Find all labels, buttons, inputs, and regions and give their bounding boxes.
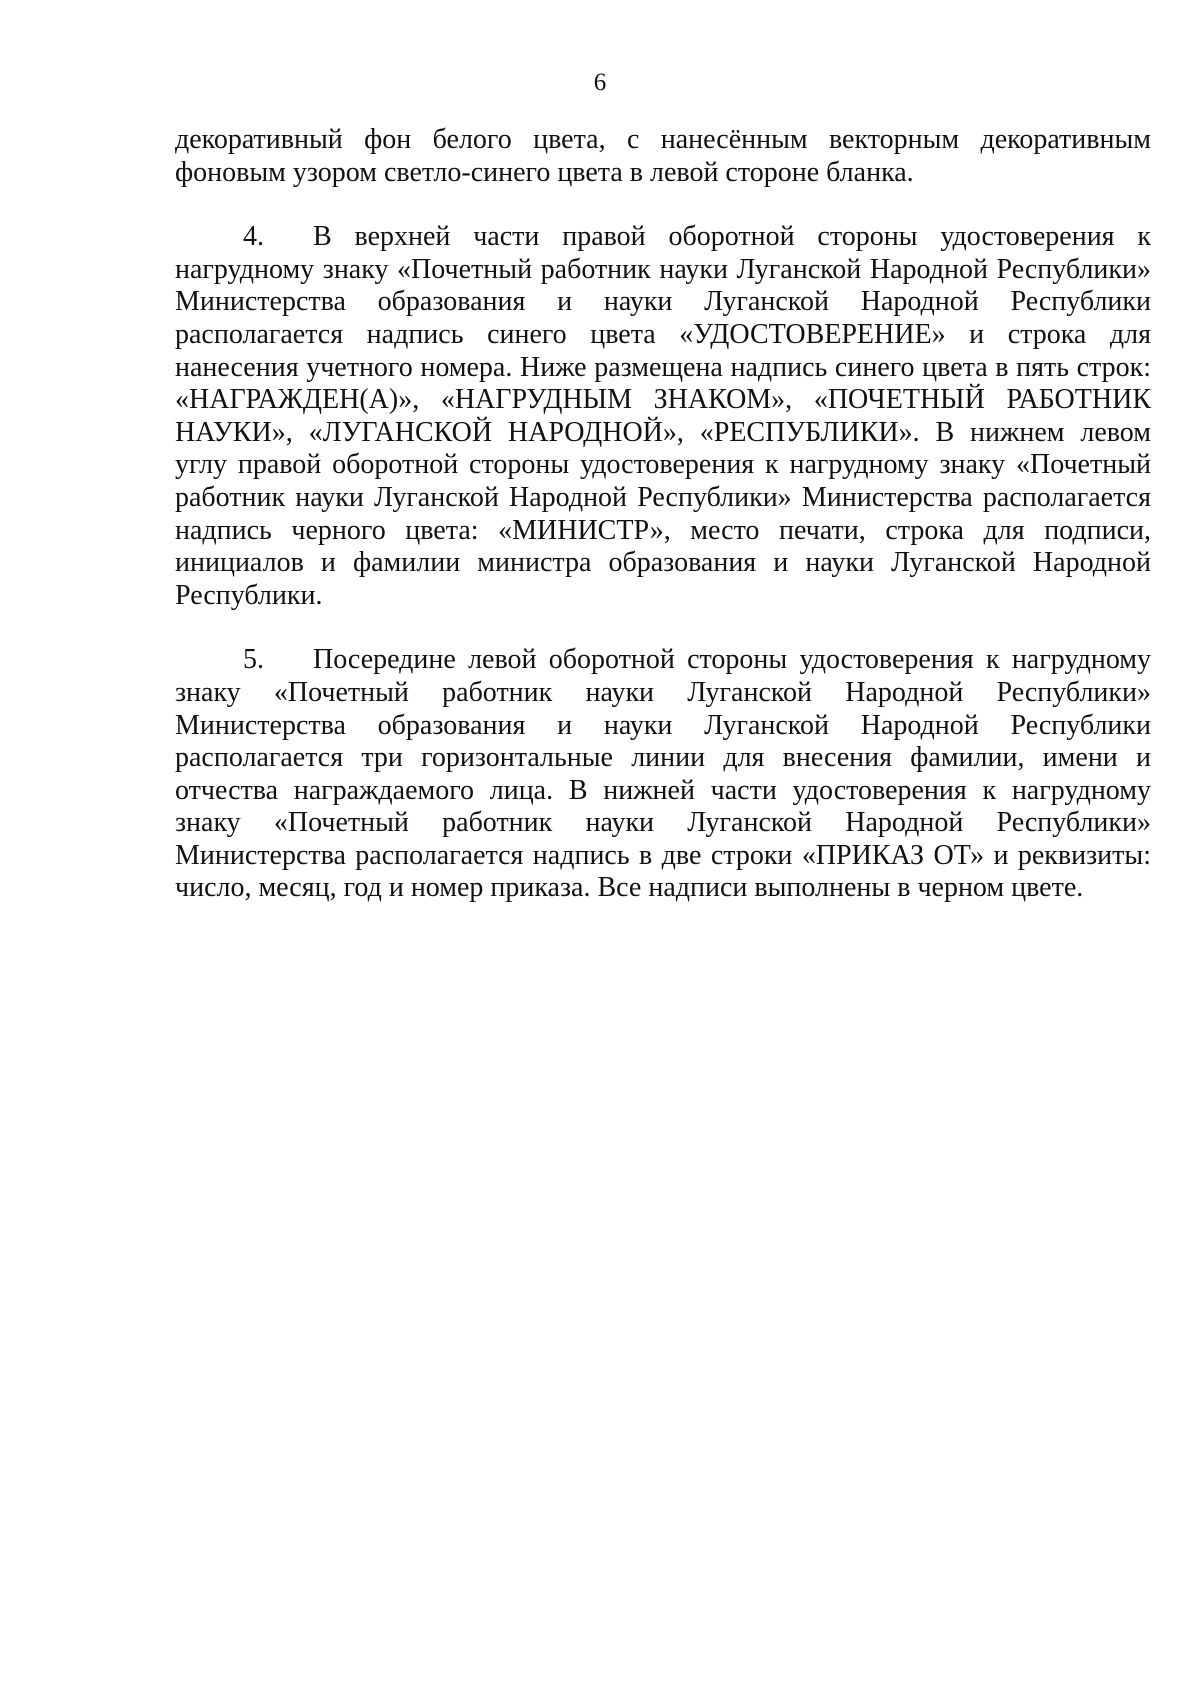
paragraph-number: 5. xyxy=(243,644,264,676)
page-number: 6 xyxy=(593,69,607,96)
document-body xyxy=(175,124,1151,905)
paragraph-text: Посередине левой оборотной стороны удостоверения к нагрудному знаку «Почетный работник науки Луганской Народной Республики» Министерства образования и науки Луганской Народной Республики располагается три горизонтальные линии для внесения фамилии, имени и отчества награждаемого лица. В нижней части удостоверения к нагрудному знаку «Почетный работник науки Луганской Народной Республики» Министерства располагается надпись в две строки «ПРИКАЗ ОТ» и реквизиты: число, месяц, год и номер приказа. Все надписи выполнены в черном цвете. xyxy=(175,644,1151,904)
paragraph-text: декоративный фон белого цвета, с нанесённым векторным декоративным фоновым узором светло-синего цвета в левой стороне бланка. xyxy=(175,124,1151,188)
paragraph-text: В верхней части правой оборотной стороны удостоверения к нагрудному знаку «Почетный работник науки Луганской Народной Республики» Министерства образования и науки Луганской Народной Республики располагается надпись синего цвета «УДОСТОВЕРЕНИЕ» и строка для нанесения учетного номера. Ниже размещена надпись синего цвета в пять строк: «НАГРАЖДЕН(А)», «НАГРУДНЫМ ЗНАКОМ», «ПОЧЕТНЫЙ РАБОТНИК НАУКИ», «ЛУГАНСКОЙ НАРОДНОЙ», «РЕСПУБЛИКИ». В нижнем левом углу правой оборотной стороны удостоверения к нагрудному знаку «Почетный работник науки Луганской Народной Республики» Министерства располагается надпись черного цвета: «МИНИСТР», место печати, строка для подписи, инициалов и фамилии министра образования и науки Луганской Народной Республики. xyxy=(175,221,1151,611)
paragraph-item-5 xyxy=(175,644,1151,905)
paragraph-item-4 xyxy=(175,221,1151,612)
paragraph-number: 4. xyxy=(243,221,264,253)
paragraph-continuation xyxy=(175,124,1151,189)
